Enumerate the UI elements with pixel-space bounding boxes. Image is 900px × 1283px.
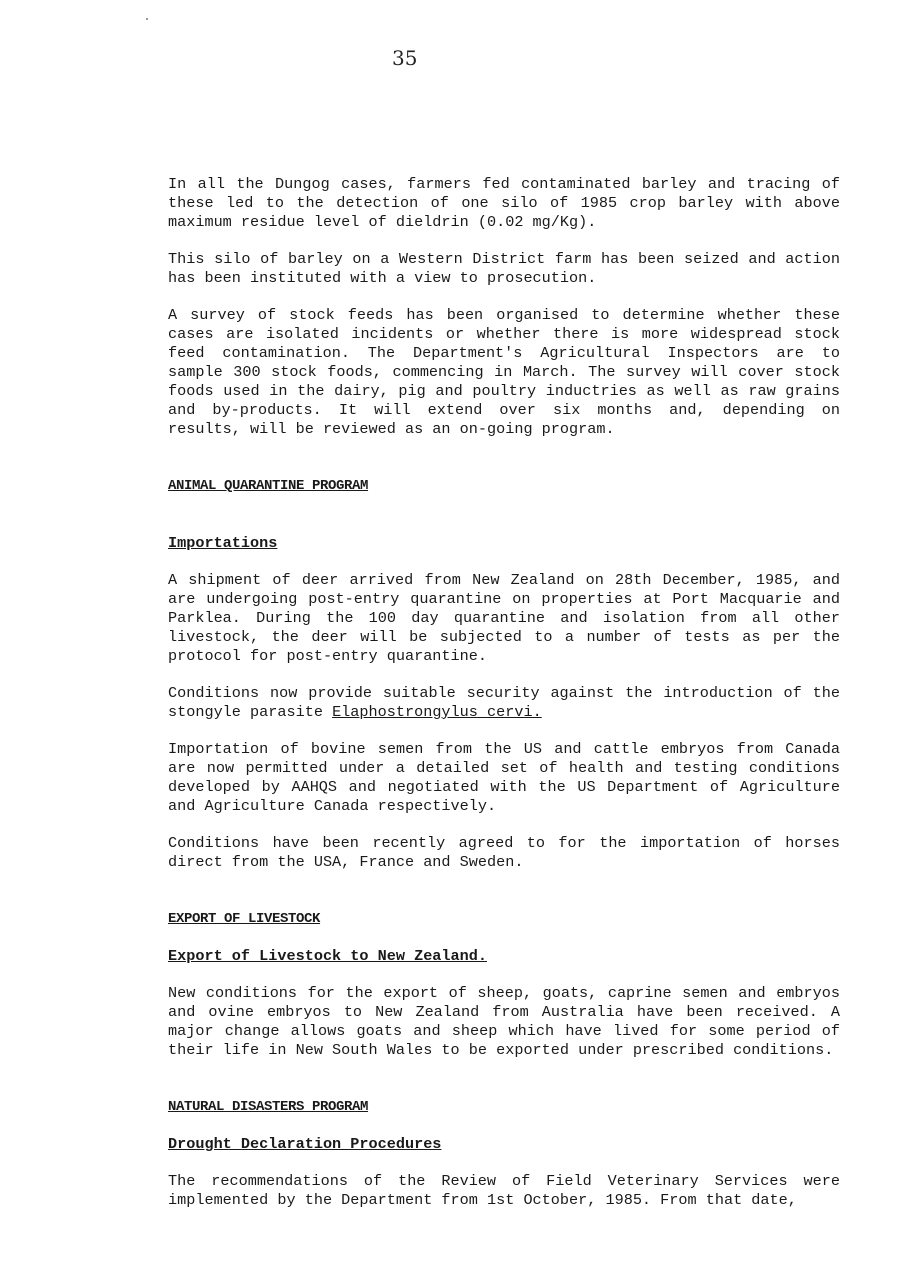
export-paragraph-1: New conditions for the export of sheep, goats, caprine semen and embryos and ovine embryos to New Zealand from Australia have been received. A major change allows goats and sheep which have lived for some period of their life in New South Wales to be exported under prescribed conditions. — [168, 984, 840, 1059]
importations-paragraph-3: Importation of bovine semen from the US and cattle embryos from Canada are now permitted under a detailed set of health and testing conditions developed by AAHQS and negotiated with the US Department of Agriculture and Agriculture Canada respectively. — [168, 740, 840, 815]
importations-paragraph-2 — [168, 684, 840, 722]
importations-paragraph-2-text: Conditions now provide suitable security against the introduction of the stongyle parasite — [168, 684, 840, 721]
section-heading-export-livestock: EXPORT OF LIVESTOCK — [168, 911, 321, 927]
intro-paragraph-2: This silo of barley on a Western District farm has been seized and action has been instituted with a view to prosecution. — [168, 250, 840, 287]
subheading-importations: Importations — [168, 534, 278, 552]
page-number: 35 — [392, 46, 418, 70]
scan-speck — [146, 18, 148, 20]
importations-paragraph-4: Conditions have been recently agreed to for the importation of horses direct from the USA, France and Sweden. — [168, 834, 840, 871]
section-heading-natural-disasters: NATURAL DISASTERS PROGRAM — [168, 1099, 369, 1115]
intro-paragraph-3: A survey of stock feeds has been organised to determine whether these cases are isolated incidents or whether there is more widespread stock feed contamination. The Department's Agricultural Inspectors are to sample 300 stock foods, commencing in March. The survey will cover stock foods used in the dairy, pig and poultry inductries as well as raw grains and by-products. It will extend over six months and, depending on results, will be reviewed as an on-going program. — [168, 306, 840, 438]
drought-paragraph-1: The recommendations of the Review of Field Veterinary Services were implemented by the Department from 1st October, 1985. From that date, — [168, 1172, 840, 1209]
intro-paragraph-1: In all the Dungog cases, farmers fed contaminated barley and tracing of these led to the detection of one silo of 1985 crop barley with above maximum residue level of dieldrin (0.02 mg/Kg). — [168, 175, 840, 231]
importations-paragraph-1: A shipment of deer arrived from New Zealand on 28th December, 1985, and are undergoing post-entry quarantine on properties at Port Macquarie and Parklea. During the 100 day quarantine and isolation from all other livestock, the deer will be subjected to a number of tests as per the protocol for post-entry quarantine. — [168, 571, 840, 665]
parasite-species-name: Elaphostrongylus cervi. — [332, 703, 542, 721]
page-body — [168, 175, 840, 1210]
subheading-export-new-zealand: Export of Livestock to New Zealand. — [168, 947, 487, 965]
section-heading-animal-quarantine: ANIMAL QUARANTINE PROGRAM — [168, 478, 369, 494]
subheading-drought-declaration: Drought Declaration Procedures — [168, 1135, 442, 1153]
